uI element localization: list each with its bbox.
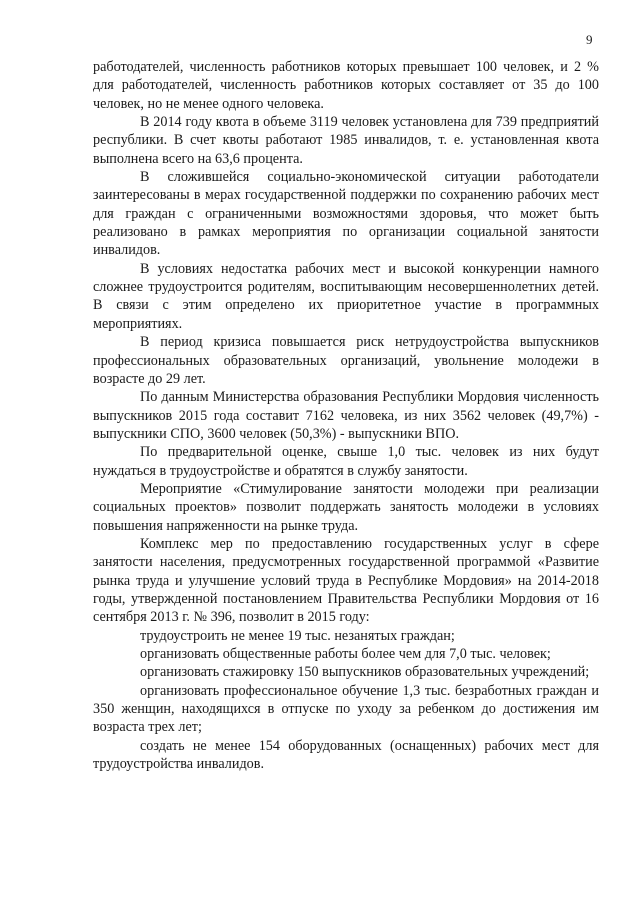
paragraph-youth-projects: Мероприятие «Стимулирование занятости молодежи при реализации социальных проектов» позволит поддержать занятость молодежи в условиях повышения напряженности на рынке труда. bbox=[93, 480, 599, 534]
list-item-employ: трудоустроить не менее 19 тыс. незанятых граждан; bbox=[140, 627, 455, 644]
paragraph-graduates-data: По данным Министерства образования Республики Мордовия численность выпускников 2015 года составит 7162 человека, из них 3562 человек (49,7%) - выпускники СПО, 3600 человек (50,3%) - выпускники ВПО. bbox=[93, 389, 599, 442]
paragraph-quota-2014: В 2014 году квота в объеме 3119 человек установлена для 739 предприятий республики. В счет квоты работают 1985 инвалидов, т. е. установленная квота выполнена всего на 63,6 процента. bbox=[93, 114, 599, 167]
paragraph-youth-risk: В период кризиса повышается риск нетрудоустройства выпускников профессиональных образовательных организаций, увольнение молодежи в возрасте до 29 лет. bbox=[93, 334, 599, 387]
paragraph-measures-complex: Комплекс мер по предоставлению государственных услуг в сфере занятости населения, предусмотренных государственной программой «Развитие рынка труда и улучшение условий труда в Республике Мордовия» на 2014-2018 годы, утвержденной постановлением Правительства Республики Мордовия от 16 сентября 2013 г. № 396, позволит в 2015 году: bbox=[93, 535, 599, 626]
paragraph-employers-support: В сложившейся социально-экономической ситуации работодатели заинтересованы в мерах государственной поддержки по сохранению рабочих мест для граждан с ограниченными возможностями здоровья, что может быть реализовано в рамках мероприятия по организации социальной занятости инвалидов. bbox=[93, 169, 599, 259]
page-number: 9 bbox=[586, 32, 593, 47]
paragraph-parents: В условиях недостатка рабочих мест и высокой конкуренции намного сложнее трудоустроится родителям, воспитывающим несовершеннолетних детей. В связи с этим определено их приоритетное участие в программных мероприятиях. bbox=[93, 260, 599, 332]
document-body bbox=[93, 58, 599, 773]
paragraph-quota-percent: работодателей, численность работников которых превышает 100 человек, и 2 % для работодателей, численность работников которых составляет от 35 до 100 человек, но не менее одного человека. bbox=[93, 59, 599, 112]
list-item-workplaces: создать не менее 154 оборудованных (оснащенных) рабочих мест для трудоустройства инвалидов. bbox=[93, 737, 599, 773]
list-item-public-works: организовать общественные работы более чем для 7,0 тыс. человек; bbox=[140, 646, 551, 662]
paragraph-estimate: По предварительной оценке, свыше 1,0 тыс. человек из них будут нуждаться в трудоустройстве и обратятся в службу занятости. bbox=[93, 444, 599, 479]
list-item-training: организовать профессиональное обучение 1,3 тыс. безработных граждан и 350 женщин, находящихся в отпуске по уходу за ребенком до достижения им возраста трех лет; bbox=[93, 682, 599, 736]
list-item-internship: организовать стажировку 150 выпускников образовательных учреждений; bbox=[140, 664, 590, 681]
